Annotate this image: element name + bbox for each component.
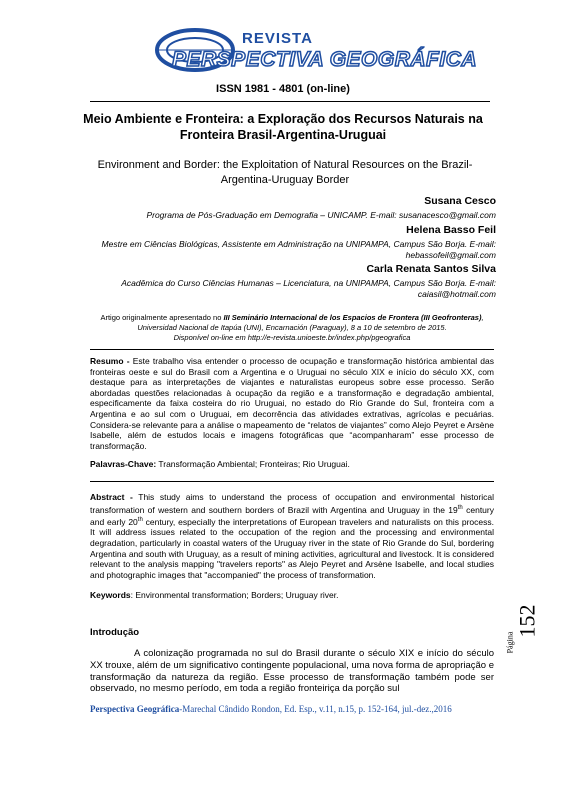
abstract (90, 492, 494, 580)
journal-footer (90, 704, 510, 714)
logo-main-text: PERSPECTIVA GEOGRÁFICA (172, 48, 478, 71)
abstract-divider-mid (90, 481, 494, 482)
note-event: III Seminário Internacional de los Espacios de Frontera (III Geofronteras) (223, 313, 482, 322)
palavras-text: Transformação Ambiental; Fronteiras; Rio Uruguai. (158, 459, 350, 469)
abstract-sup-2: th (137, 517, 143, 524)
keywords-text: : Environmental transformation; Borders; Uruguay river. (130, 590, 339, 600)
note-rest: , Universidad Nacional de Itapúa (UNI), Encarnación (Paraguay), 8 a 10 de setembro de 2015. (137, 313, 484, 332)
note-prefix: Artigo originalmente apresentado no (100, 313, 222, 322)
paper-title: Meio Ambiente e Fronteira: a Exploração dos Recursos Naturais na Fronteira Brasil-Argentina-Uruguai (83, 112, 483, 142)
author-affiliation: Programa de Pós-Graduação em Demografia – UNICAMP. E-mail: susanacesco@gmail.com (146, 210, 496, 220)
author-name: Helena Basso Feil (406, 224, 496, 236)
intro-text: A colonização programada no sul do Brasil durante o século XIX e início do século XX trouxe, além de um significativo contingente populacional, uma nova forma de apropriação e transformação da natureza da região. Esse processo de transformação também pode ser observado, no mesmo período, em toda a região fronteiriça da porção sul (90, 648, 494, 695)
author-block-2 (96, 224, 496, 261)
page-number-tag (505, 598, 566, 658)
header-divider (90, 101, 490, 102)
keywords-label: Keywords (90, 590, 131, 600)
author-affiliation: Mestre em Ciências Biológicas, Assistente em Administração na UNIPAMPA, Campus São Borja. E-mail: hebassofeil@gmail.com (101, 239, 496, 260)
palavras-chave (90, 459, 494, 470)
journal-logo (150, 26, 478, 88)
intro-heading: Introdução (90, 627, 140, 638)
page-number: 152 (514, 604, 540, 638)
author-name: Carla Renata Santos Silva (366, 263, 496, 275)
abstract-text-2: century and early 20 (90, 504, 494, 527)
footer-journal: Perspectiva Geográfica (90, 704, 180, 714)
paper-subtitle: Environment and Border: the Exploitation of Natural Resources on the Brazil-Argentina-Uruguay Border (97, 159, 473, 186)
author-block-3 (116, 263, 496, 300)
logo-revista-text: REVISTA (242, 30, 313, 47)
abstract-sup-1: th (457, 504, 463, 511)
resumo-text: Este trabalho visa entender o processo de ocupação e transformação histórica ambiental das fronteiras oeste e sul do Brasil com a Argentina e o Uruguai no século XIX e início do século XX, com destaque para as interpretações de viajantes e naturalistas europeus sobre esse processo. Serão abordadas questões relacionadas à ocupação da região e a transformação e degradação ambiental, especificamente da faixa costeira do rio Uruguai, no estado do Rio Grande do Sul, fronteira com a Argentina e ao sul com o Uruguai, em decorrência das atividades extrativas, agrícolas e pecuárias. Considera-se relevante para a análise o mapeamento de “relatos de viajantes” como Alejo Peyret e Arsène Isabelle, além de estudos locais e imagens fotográficas que “acompanharam” esse processo de transformação. (90, 356, 494, 451)
abstract-text-3: century, especially the interpretations of European travelers and naturalists on this process. It will address issues related to the occupation of the region and the processing and environmental degradation, particularly in coastal waters of the Uruguay river in the state of Rio Grande do Sul, bordering Argentina and south with Uruguay, as a result of mining activities, agricultural and livestock. It is considered relevant to the analysis mapping "travelers reports" as Alejo Peyret and Arsène Isabelle, and local studies and photographic images that "accompanied" the process of transformation. (90, 516, 494, 580)
author-block-1 (76, 195, 496, 221)
abstract-divider-top (90, 349, 494, 350)
author-affiliation: Acadêmica do Curso Ciências Humanas – Licenciatura, na UNIPAMPA, Campus São Borja. E-mail: caiasil@hotmail.com (121, 278, 496, 299)
resumo (90, 356, 494, 451)
keywords (90, 590, 494, 601)
palavras-label: Palavras-Chave: (90, 459, 157, 469)
presentation-note (90, 313, 494, 343)
note-online: Disponível on-line em http://e-revista.unioeste.br/index.php/pgeografica (173, 333, 411, 342)
author-name: Susana Cesco (424, 195, 496, 207)
footer-rest: -Marechal Cândido Rondon, Ed. Esp., v.11, n.15, p. 152-164, jul.-dez.,2016 (179, 704, 452, 714)
abstract-label: Abstract - (90, 492, 133, 502)
issn: ISSN 1981 - 4801 (on-line) (216, 83, 350, 95)
abstract-text-1: This study aims to understand the process of occupation and environmental historical transformation of western and southern borders of Brazil with Argentina and Uruguay in the 19 (90, 492, 494, 515)
intro-text-block (90, 648, 494, 695)
page-label: Página (505, 631, 515, 654)
resumo-label: Resumo - (90, 356, 130, 366)
